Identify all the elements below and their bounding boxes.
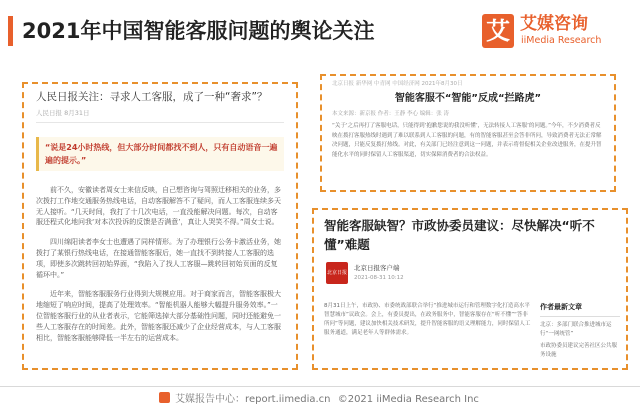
newspaper-logo: 北京日报 (326, 262, 348, 284)
left-article-paragraph: 近年来，智能客服服务行业得到大规模应用。对于商家而言，智能客服极大地缩短了响应时间，提高了处理效率。“智能机器人能够大幅提升服务效率。”一位智能客服行业的从业者表示，它能筛选掉大部分基础性问题，同时还能避免一些人工客服存在的时间差。此外，智能客服还减少了企业经营成本，与人工客服相比，智能客服能够降低一半左右的运营成本。 (36, 290, 281, 342)
title-accent-bar (8, 16, 13, 46)
sidebar-divider (540, 316, 620, 317)
source-time: 2021-08-31 10:12 (354, 275, 404, 281)
bottom-right-article-body: 8月31日上午，市政协、市委统战部联合举行“推进城市运行和管理数字化打造高水平智慧城市”议政会。会上，有委员提出，在政务服务中，智能客服存在“听不懂”“答非所问”等问题，建议加快相关技术研发，提升智能客服的语义理解能力，同时保留人工服务通道，满足老年人等群体需求。 (324, 303, 531, 336)
bottom-right-article-card (312, 208, 628, 370)
footer-copyright: ©2021 iiMedia Research Inc (337, 394, 479, 405)
logo-name-en: iiMedia Research (521, 35, 602, 46)
left-article-card (22, 82, 298, 370)
bottom-right-article-sidebar (540, 302, 620, 359)
sidebar-item[interactable]: 市政协委员建议完善社区公共服务设施 (540, 343, 618, 358)
top-right-article-byline: 本文来源：新京报 作者：王静 李心 编辑：张 涛 (332, 111, 449, 117)
top-right-article-body: “关于‘之后再打了客服电话，只能得到‘抱歉您说的我没听懂’，无法转接人工客服’的问题。”今年，不少消费者反映在拨打客服热线时遇到了难以联系到人工客服的问题，有的智能客服甚至会答非所问，导致消费者无法正常解决问题，只能反复拨打热线。对此，有关部门已经注意到这一问题，并表示将督促相关企业改进服务，在提升智能化水平的同时保留人工客服渠道，切实保障消费者的合法权益。 (332, 123, 602, 158)
left-article-headline: 人民日报关注：寻求人工客服，成了一种“奢求”？ (36, 91, 268, 103)
logo-mark: 艾 (482, 14, 514, 48)
bottom-right-article-source (324, 260, 616, 286)
left-article-quote: “说是24小时热线，但大部分时间都找不到人，只有自动语音一遍遍的提示。” (36, 137, 284, 171)
footer (0, 390, 640, 410)
footer-divider (0, 386, 640, 387)
footer-report-center[interactable]: 艾媒报告中心：report.iimedia.cn (175, 394, 331, 405)
bottom-right-article-title: 智能客服缺智？市政协委员建议：尽快解决“听不懂”难题 (324, 218, 595, 252)
report-icon (159, 392, 170, 403)
bottom-right-article-content (324, 302, 532, 338)
page-title: 2021年中国智能客服问题的舆论关注 (22, 19, 375, 43)
source-name: 北京日报客户端 (354, 264, 400, 272)
left-article-paragraph: 四川绵阳读者李女士也遭遇了同样情形。为了办理银行公务卡激活业务，她拨打了某银行热线电话，在接通智能客服后，她一直找不到转接人工客服的选项，即使多次跳转回初始界面，“我陷入了找人工客服—跳转回初始页面的反复循环中。” (36, 238, 281, 279)
top-right-article-card (320, 74, 616, 192)
left-article-paragraph: 前不久，安徽读者周女士来信反映，自己想咨询与驾照迁移相关的业务，多次拨打工作地交通服务热线电话，自动客服解答不了疑问，而人工客服连续多天无人接听。“几天时间，我打了十几次电话，一直没能解决问题。每次，自动客服还程式化地问我‘对本次投诉的反馈是否满意’，真让人哭笑不得。”周女士说。 (36, 186, 281, 227)
left-article-divider (36, 122, 284, 123)
sidebar-heading: 作者最新文章 (540, 303, 582, 311)
brand-logo (482, 14, 632, 50)
logo-name-cn: 艾媒咨询 (520, 14, 588, 34)
top-right-article-title: 智能客服不“智能”反成“拦路虎” (394, 93, 542, 104)
sidebar-item[interactable]: 北京：多部门联合推进城市运行“一网统管” (540, 322, 612, 337)
top-right-article-source: 北京日报 新华网 中青网 中国经济网 2021年8月30日 (332, 81, 463, 87)
left-article-meta: 人民日报 8月31日 (36, 109, 90, 117)
